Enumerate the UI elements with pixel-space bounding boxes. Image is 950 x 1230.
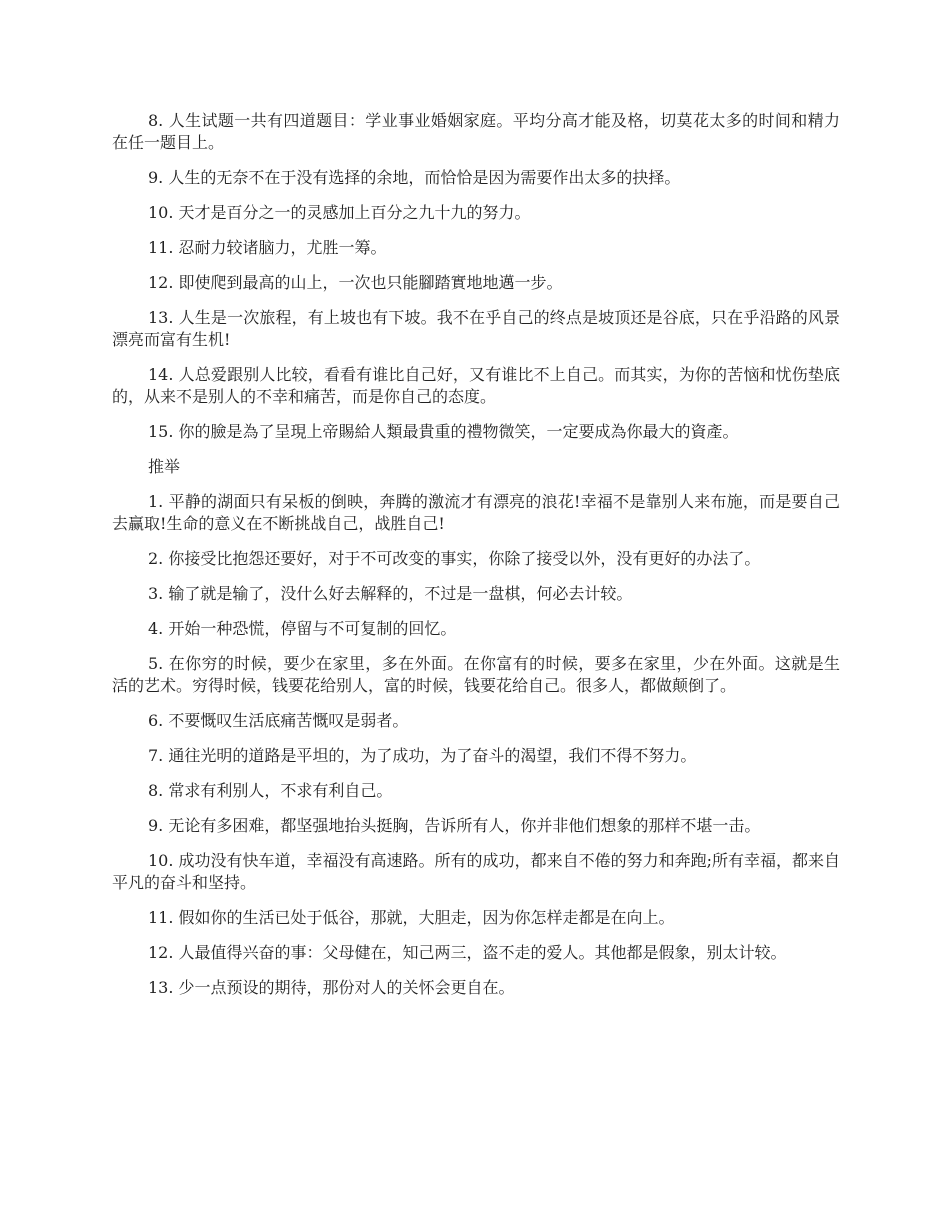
quote-paragraph: 10. 天才是百分之一的灵感加上百分之九十九的努力。 [148,203,531,222]
quote-paragraph: 11. 忍耐力较诸脑力，尤胜一筹。 [148,238,387,257]
quote-paragraph: 15. 你的臉是為了呈現上帝賜給人類最貴重的禮物微笑，一定要成為你最大的資產。 [148,422,739,441]
quote-paragraph: 9. 人生的无奈不在于没有选择的余地，而恰恰是因为需要作出太多的抉择。 [148,168,681,187]
quote-paragraph: 5. 在你穷的时候，要少在家里，多在外面。在你富有的时候，要多在家里，少在外面。这就是生活的艺术。穷得时候，钱要花给别人，富的时候，钱要花给自己。很多人，都做颠倒了。 [112,654,840,695]
quote-paragraph: 13. 人生是一次旅程，有上坡也有下坡。我不在乎自己的终点是坡顶还是谷底，只在乎沿路的风景漂亮而富有生机! [112,308,840,349]
quote-paragraph: 4. 开始一种恐慌，停留与不可复制的回忆。 [148,619,457,638]
quote-paragraph: 1. 平静的湖面只有呆板的倒映，奔腾的激流才有漂亮的浪花!幸福不是靠别人来布施，而是要自己去赢取!生命的意义在不断挑战自己，战胜自己! [112,492,840,533]
quote-paragraph: 3. 输了就是输了，没什么好去解释的，不过是一盘棋，何必去计较。 [148,584,633,603]
quote-paragraph: 10. 成功没有快车道，幸福没有高速路。所有的成功，都来自不倦的努力和奔跑;所有幸福，都来自平凡的奋斗和坚持。 [112,851,840,892]
quote-paragraph: 8. 人生试题一共有四道题目：学业事业婚姻家庭。平均分高才能及格，切莫花太多的时间和精力在任一题目上。 [112,111,840,152]
quote-paragraph: 14. 人总爱跟别人比较，看看有谁比自己好，又有谁比不上自己。而其实，为你的苦恼和忧伤垫底的，从来不是别人的不幸和痛苦，而是你自己的态度。 [112,365,840,406]
quote-paragraph: 12. 人最值得兴奋的事：父母健在，知己两三，盗不走的爱人。其他都是假象，别太计较。 [148,943,787,962]
quote-paragraph: 2. 你接受比抱怨还要好，对于不可改变的事实，你除了接受以外，没有更好的办法了。 [148,549,761,568]
quote-paragraph: 12. 即使爬到最高的山上，一次也只能腳踏實地地邁一步。 [148,273,563,292]
section-heading: 推举 [148,457,181,476]
quote-paragraph: 11. 假如你的生活已处于低谷，那就，大胆走，因为你怎样走都是在向上。 [148,908,675,927]
quote-paragraph: 13. 少一点预设的期待，那份对人的关怀会更自在。 [148,978,515,997]
document-page [112,110,840,1012]
quote-paragraph: 7. 通往光明的道路是平坦的，为了成功，为了奋斗的渴望，我们不得不努力。 [148,746,697,765]
quote-paragraph: 8. 常求有利别人，不求有利自己。 [148,781,393,800]
quote-paragraph: 9. 无论有多困难，都坚强地抬头挺胸，告诉所有人，你并非他们想象的那样不堪一击。 [148,816,761,835]
quote-paragraph: 6. 不要慨叹生活底痛苦慨叹是弱者。 [148,711,409,730]
